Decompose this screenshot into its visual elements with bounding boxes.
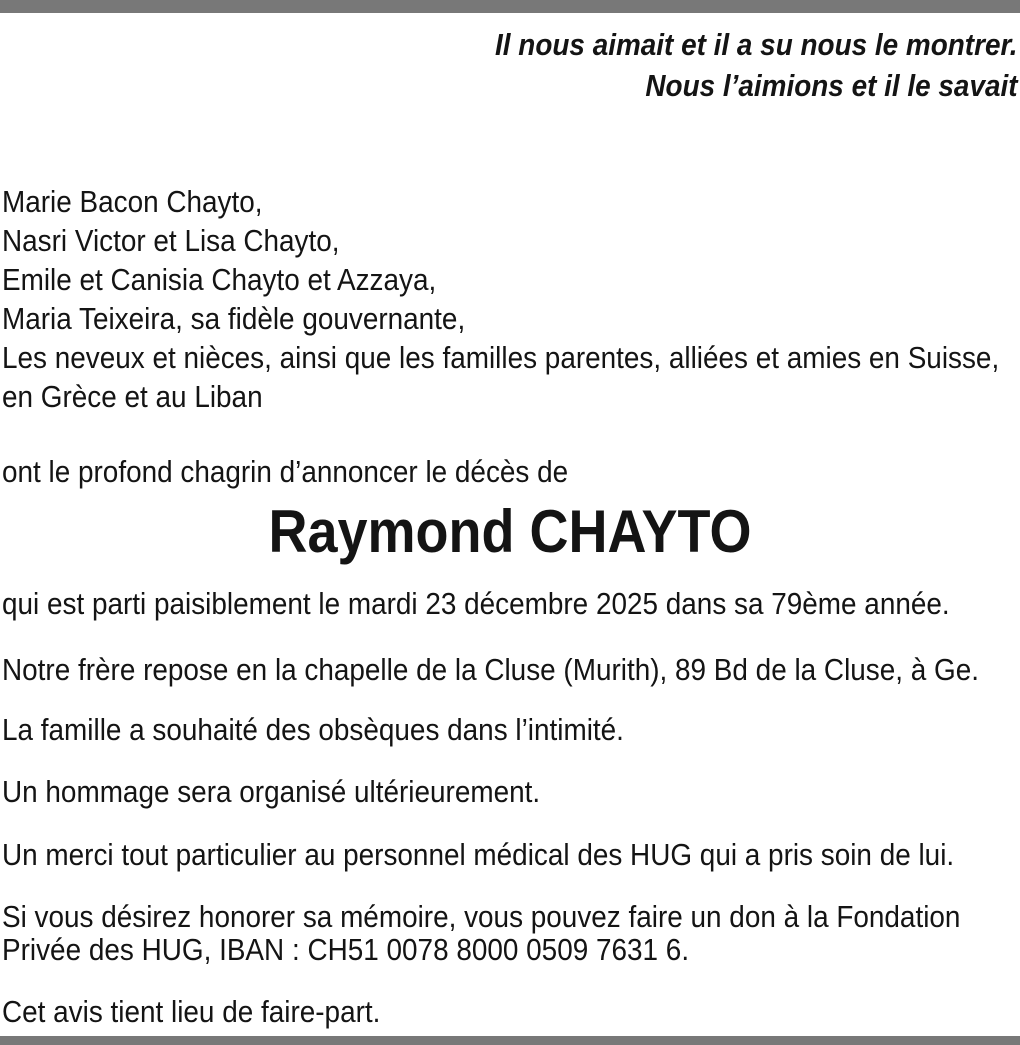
closing-line: Cet avis tient lieu de faire-part. (2, 994, 381, 1029)
family-name-line: Maria Teixeira, sa fidèle gouvernante, (2, 301, 466, 336)
paragraph-merci-hug: Un merci tout particulier au personnel médical des HUG qui a pris soin de lui. (2, 837, 955, 872)
family-names-list (2, 182, 1020, 416)
family-name-line: Emile et Canisia Chayto et Azzaya, (2, 262, 437, 297)
donation-paragraph (2, 900, 1020, 966)
announcement-line: ont le profond chagrin d’annoncer le décès de (2, 454, 569, 489)
paragraph-repose-location: Notre frère repose en la chapelle de la Cluse (Murith), 89 Bd de la Cluse, à Ge. (2, 652, 980, 687)
epigraph-line-1: Il nous aimait et il a su nous le montrer. (495, 27, 1018, 62)
family-name-line: Les neveux et nièces, ainsi que les familles parentes, alliées et amies en Suisse, (2, 340, 1000, 375)
epigraph-line-2: Nous l’aimions et il le savait (645, 68, 1018, 103)
donation-line-1: Si vous désirez honorer sa mémoire, vous pouvez faire un don à la Fondation (2, 899, 961, 934)
paragraph-obseques: La famille a souhaité des obsèques dans l’intimité. (2, 712, 624, 747)
family-name-line: en Grèce et au Liban (2, 379, 263, 414)
bottom-divider-bar (0, 1036, 1020, 1045)
family-name-line: Marie Bacon Chayto, (2, 184, 263, 219)
family-name-line: Nasri Victor et Lisa Chayto, (2, 223, 340, 258)
top-divider-bar (0, 0, 1020, 13)
paragraph-death-date: qui est parti paisiblement le mardi 23 décembre 2025 dans sa 79ème année. (2, 586, 950, 621)
donation-line-2: Privée des HUG, IBAN : CH51 0078 8000 0509 7631 6. (2, 932, 690, 967)
paragraph-hommage: Un hommage sera organisé ultérieurement. (2, 774, 541, 809)
deceased-name: Raymond CHAYTO (268, 498, 752, 565)
epigraph (437, 24, 1018, 106)
